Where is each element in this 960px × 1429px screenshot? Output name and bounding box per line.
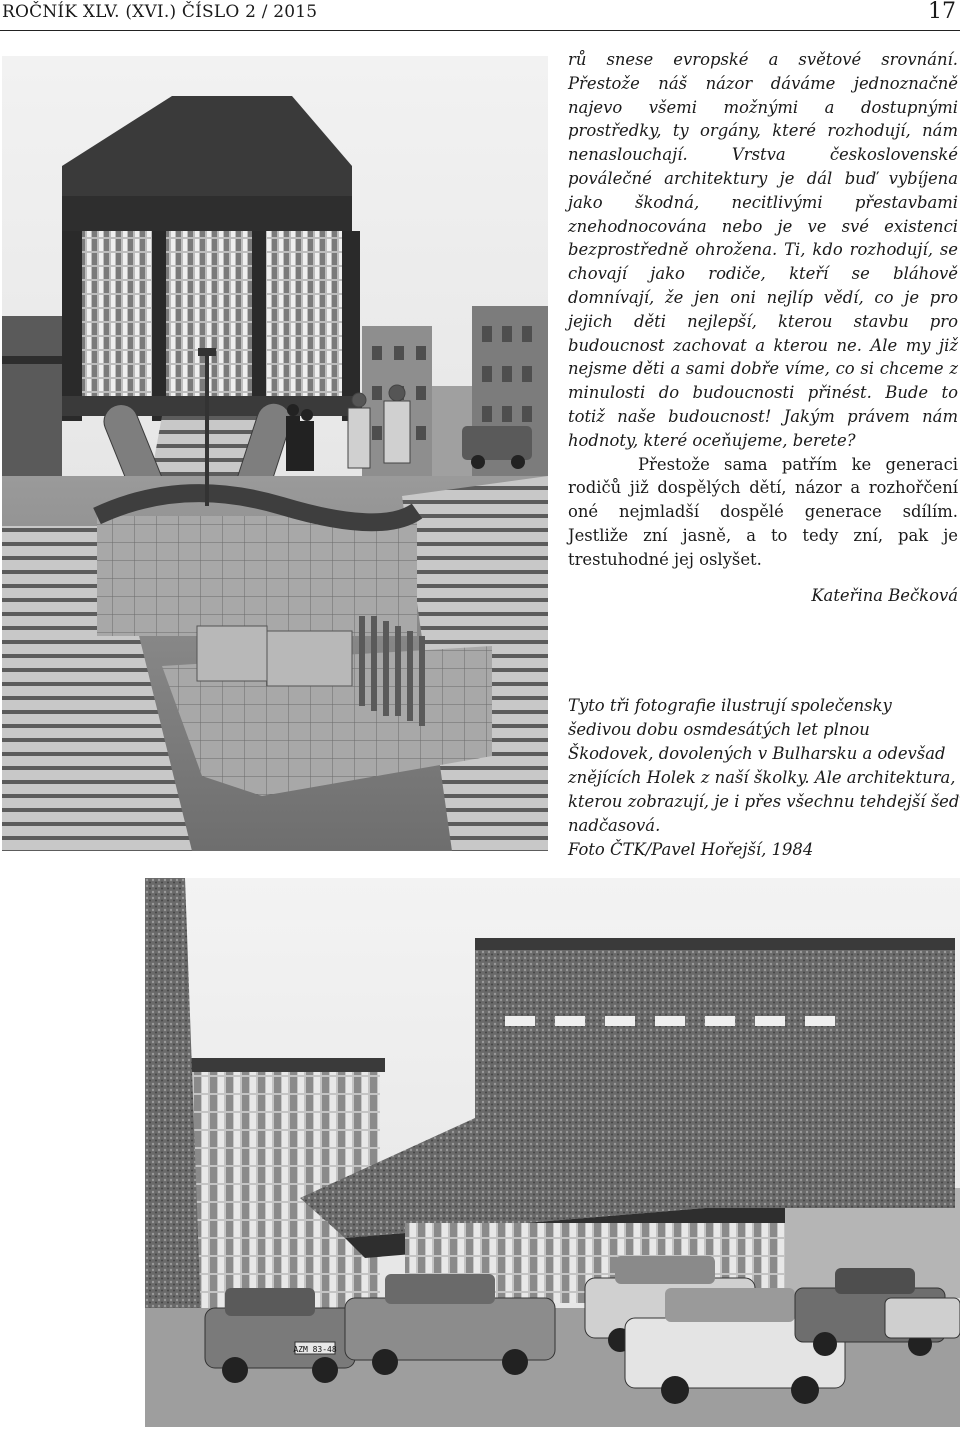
photo-caption: [568, 694, 960, 862]
license-plate-text: AZM 83-48: [293, 1345, 337, 1354]
photo-cantilever-building: [145, 878, 960, 1427]
photo-building-stairs: [2, 56, 548, 851]
header-rule: [0, 30, 960, 31]
caption-text: Tyto tři fotografie ilustrují společensky šedivou dobu osmdesátých let plnou Škodovek, dovolených v Bulharsku a odevšad znějících Holek z naší školky. Ale architektura, kterou zobrazují, je i přes všechnu tehdejší šeď nadčasová.: [568, 696, 960, 835]
author-signature: Kateřina Bečková: [811, 585, 958, 605]
issue-label: ROČNÍK XLV. (XVI.) ČÍSLO 2 / 2015: [2, 2, 318, 22]
article-paragraph: Přestože sama patřím ke generaci rodičů již dospělých dětí, názor a rozhořčení oné nejmladší dospělé generace sdílím. Jestliže zní jasně, a to tedy zní, pak je trestuhodné jej oslyšet.: [568, 454, 958, 569]
photo-credit: Foto ČTK/Pavel Hořejší, 1984: [568, 840, 814, 859]
page-header: [0, 0, 960, 32]
article-text: [568, 48, 958, 607]
page-number: 17: [928, 0, 956, 24]
article-paragraph: rů snese evropské a světové srovnání. Přestože náš názor dáváme jednoznačně najevo všemi možnými a dostupnými prostředky, ty orgány, které rozhodují, nám nenaslouchají. Vrstva československé poválečné architektury je dál buď vybíjena jako škodná, necitlivými přestavbami znehodnocována nebo je ve své existenci bezprostředně ohrožena. Ti, kdo rozhodují, se chovají jako rodiče, kteří se bláhově domnívají, že jen oni nejlíp vědí, co je pro jejich děti nejlepší, kterou stavbu pro budoucnost zachovat a kterou ne. Ale my již nejsme děti a sami dobře víme, co si chceme z minulosti do budoucnosti přinést. Bude to totiž naše budoucnost! Jakým právem nám hodnoty, které oceňujeme, berete?: [568, 50, 958, 450]
